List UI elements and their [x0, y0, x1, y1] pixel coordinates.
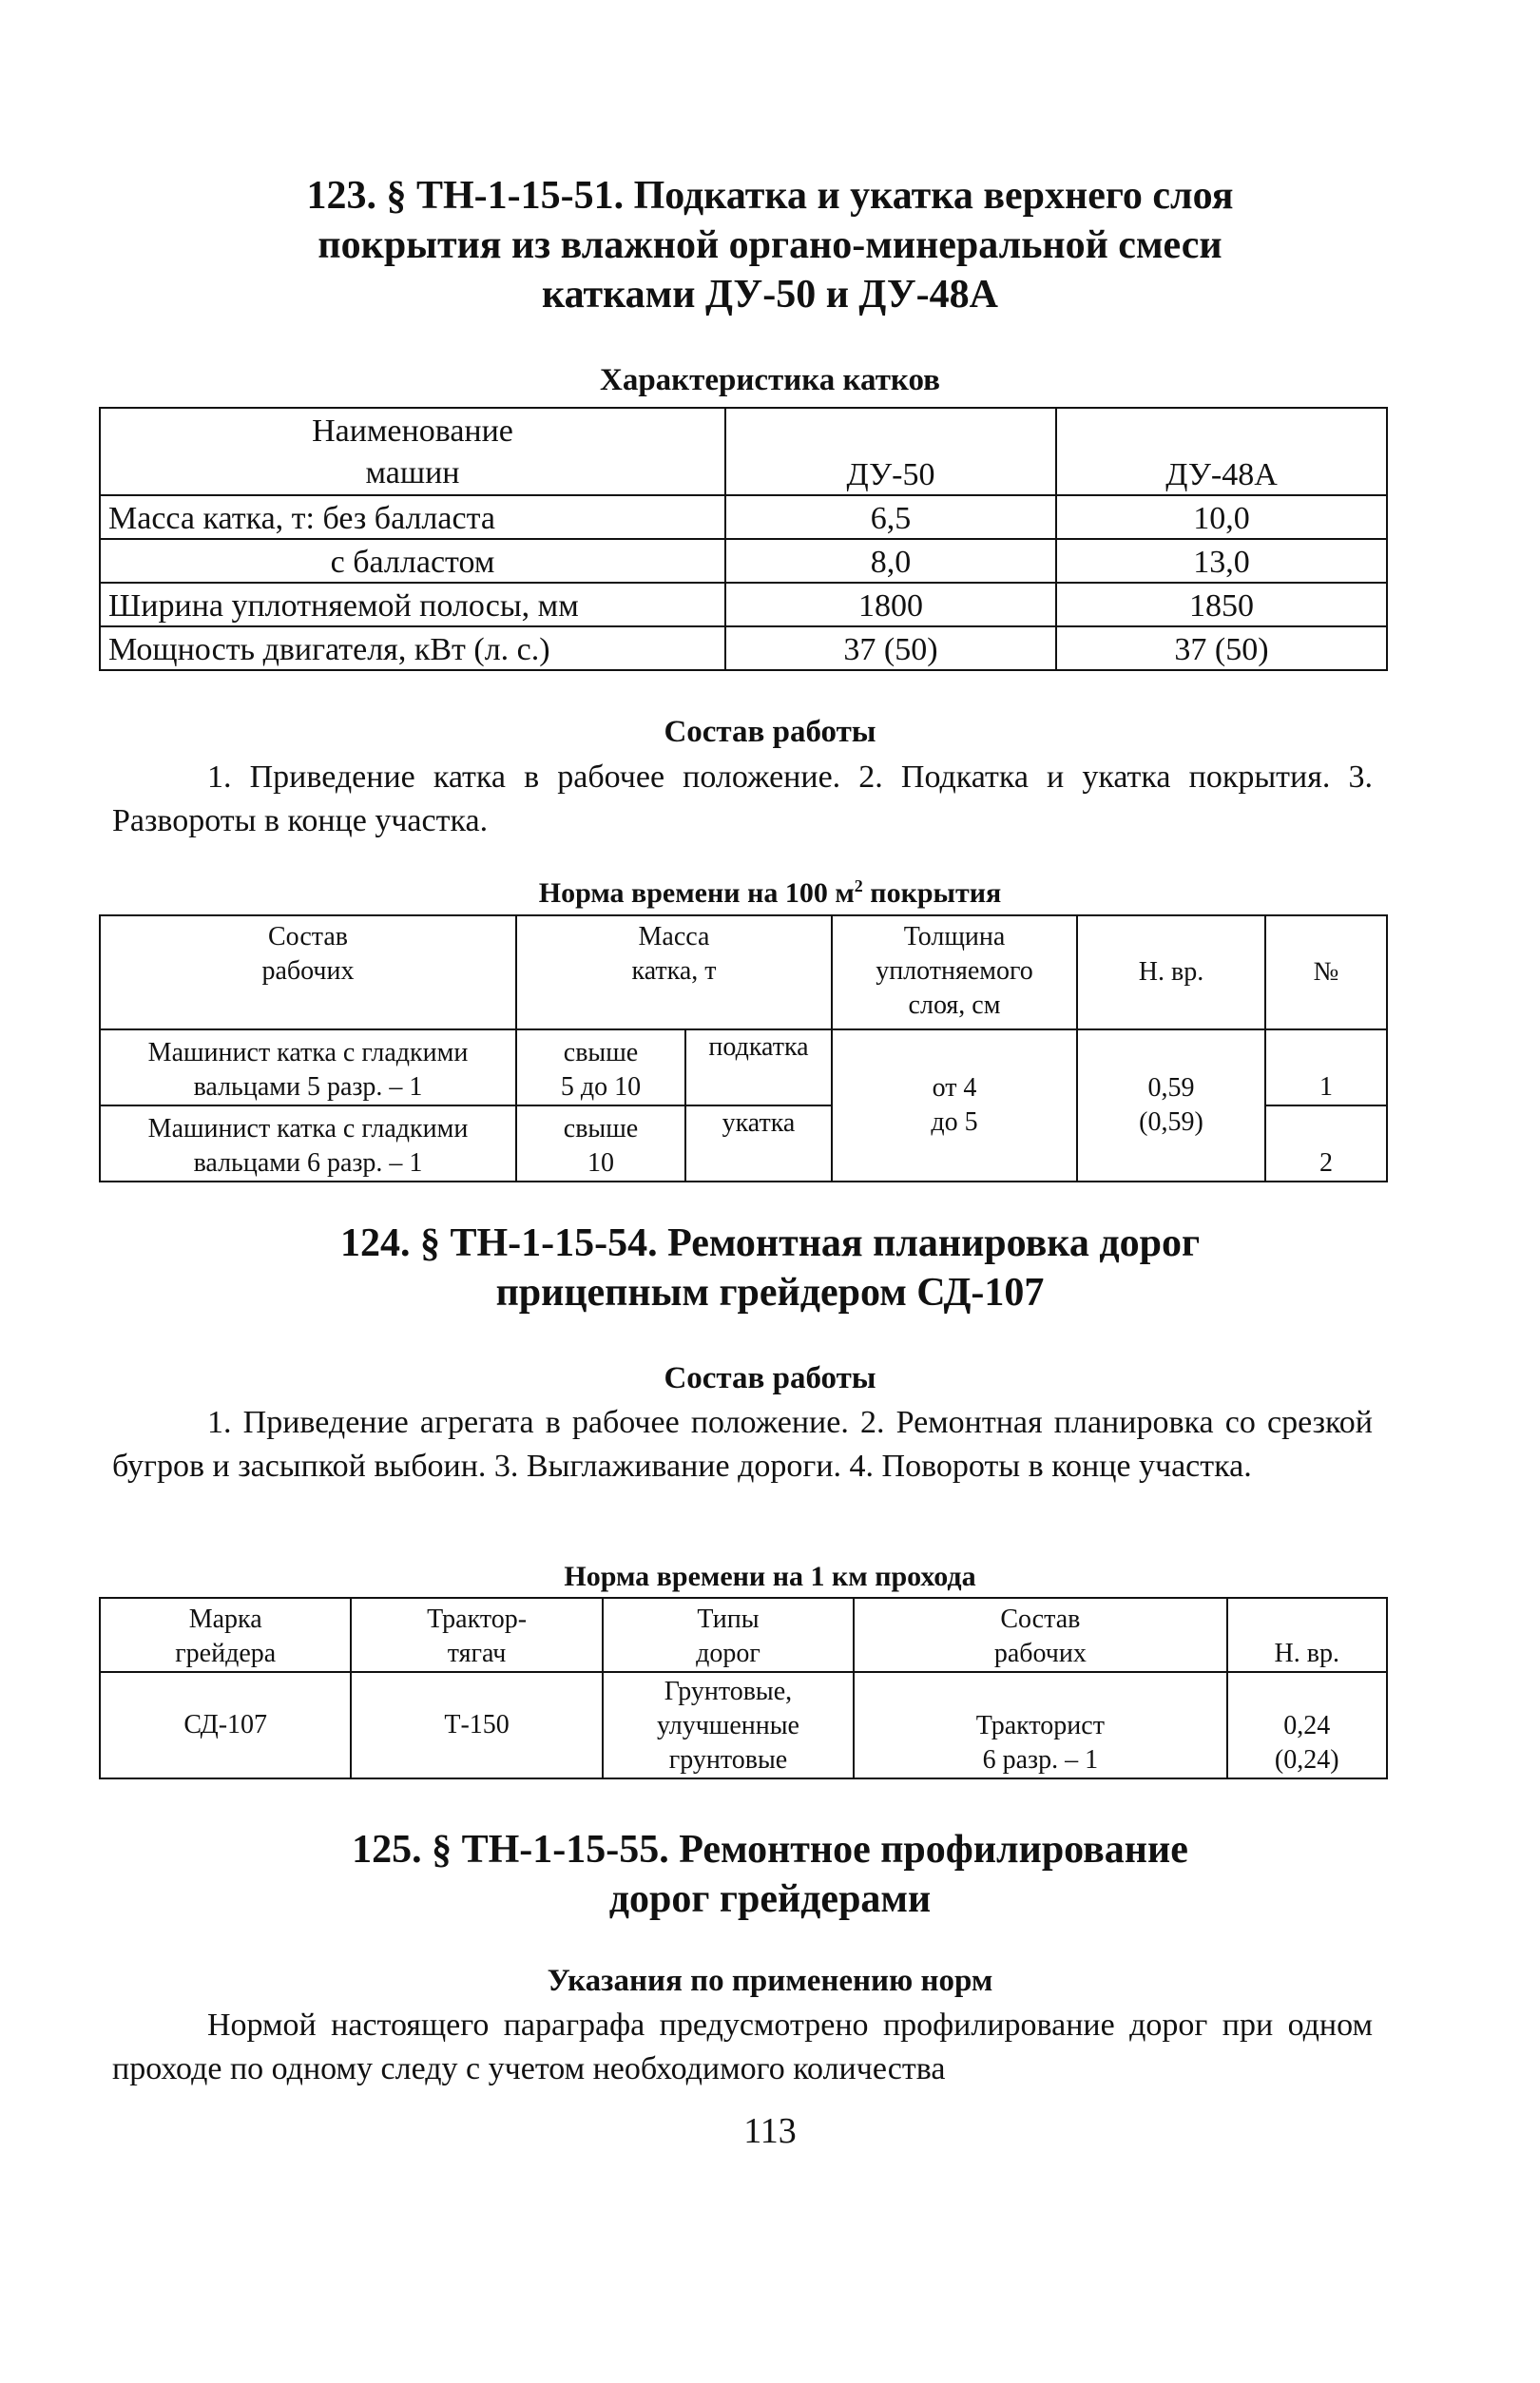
operation-cell: подкатка — [685, 1029, 832, 1105]
thickness-cell: от 4 до 5 — [832, 1029, 1077, 1182]
row-label: Ширина уплотняемой полосы, мм — [100, 583, 725, 626]
title-line: 123. § ТН-1-15-51. Подкатка и укатка верхнего слоя — [306, 174, 1234, 218]
grader-cell: СД-107 — [100, 1672, 351, 1778]
title-line: 125. § ТН-1-15-55. Ремонтное профилирование — [352, 1828, 1188, 1872]
header-cell: ДУ-50 — [725, 408, 1056, 495]
header-cell: Состав рабочих — [854, 1598, 1226, 1672]
tractor-cell: Т-150 — [351, 1672, 602, 1778]
table-row — [100, 1672, 1387, 1778]
time-norm-table-123 — [99, 914, 1388, 1182]
table-row — [100, 583, 1387, 626]
header-cell: Н. вр. — [1227, 1598, 1388, 1672]
work-composition-heading: Состав работы — [664, 715, 876, 749]
rollers-characteristics-table — [99, 407, 1388, 671]
header-cell: Типы дорог — [603, 1598, 854, 1672]
characteristics-heading: Характеристика катков — [599, 363, 940, 397]
value-cell: 13,0 — [1056, 539, 1387, 583]
section-124-title — [171, 1219, 1369, 1317]
time-norm-heading: Норма времени на 100 $м^2$ покрытия — [538, 876, 1002, 909]
table-row — [100, 539, 1387, 583]
worker-cell: Машинист катка с гладкими вальцами 6 разр. – 1 — [100, 1105, 516, 1182]
header-cell: Масса катка, т — [516, 915, 832, 1029]
table-row — [100, 1029, 1387, 1105]
value-cell: 10,0 — [1056, 495, 1387, 539]
header-cell: Н. вр. — [1077, 915, 1265, 1029]
number-cell: 1 — [1265, 1029, 1387, 1105]
header-cell: ДУ-48А — [1056, 408, 1387, 495]
operation-cell: укатка — [685, 1105, 832, 1182]
work-composition-text: 1. Приведение агрегата в рабочее положение. 2. Ремонтная планировка со срезкой бугров и засыпкой выбоин. 3. Выглаживание дороги. 4. Повороты в конце участка. — [112, 1405, 1373, 1484]
title-line: покрытия из влажной органо-минеральной смеси — [318, 223, 1222, 267]
norm-time-cell: 0,24 (0,24) — [1227, 1672, 1388, 1778]
value-cell: 37 (50) — [725, 626, 1056, 670]
worker-cell: Тракторист 6 разр. – 1 — [854, 1672, 1226, 1778]
value-cell: 1800 — [725, 583, 1056, 626]
norm-time-cell: 0,59 (0,59) — [1077, 1029, 1265, 1182]
work-composition-heading: Состав работы — [664, 1361, 876, 1395]
value-cell: 8,0 — [725, 539, 1056, 583]
value-cell: 37 (50) — [1056, 626, 1387, 670]
work-composition-text: 1. Приведение катка в рабочее положение. 2. Подкатка и укатка покрытия. 3. Развороты в конце участка. — [112, 759, 1373, 838]
header-cell: Состав рабочих — [100, 915, 516, 1029]
title-line: дорог грейдерами — [608, 1877, 932, 1921]
row-label: Мощность двигателя, кВт (л. с.) — [100, 626, 725, 670]
row-label: Масса катка, т: без балласта — [100, 495, 725, 539]
value-cell: 1850 — [1056, 583, 1387, 626]
header-cell: Толщина уплотняемого слоя, см — [832, 915, 1077, 1029]
title-line: катками ДУ-50 и ДУ-48А — [542, 273, 998, 317]
header-cell: Трактор- тягач — [351, 1598, 602, 1672]
page-number: 113 — [743, 2111, 797, 2151]
header-cell: Марка грейдера — [100, 1598, 351, 1672]
time-norm-table-124 — [99, 1597, 1388, 1779]
time-norm-heading: Норма времени на 1 км прохода — [564, 1561, 976, 1592]
mass-cell: свыше 10 — [516, 1105, 685, 1182]
application-notes-heading: Указания по применению норм — [547, 1964, 993, 1998]
table-row — [100, 626, 1387, 670]
number-cell: 2 — [1265, 1105, 1387, 1182]
section-123-title — [171, 171, 1369, 319]
header-cell: № — [1265, 915, 1387, 1029]
mass-cell: свыше 5 до 10 — [516, 1029, 685, 1105]
header-cell: Наименование машин — [100, 408, 725, 495]
application-notes-text: Нормой настоящего параграфа предусмотрено профилирование дорог при одном проходе по одному следу с учетом необходимого количества — [112, 2008, 1373, 2086]
worker-cell: Машинист катка с гладкими вальцами 5 разр. – 1 — [100, 1029, 516, 1105]
road-type-cell: Грунтовые, улучшенные грунтовые — [603, 1672, 854, 1778]
title-line: 124. § ТН-1-15-54. Ремонтная планировка дорог — [339, 1221, 1201, 1265]
value-cell: 6,5 — [725, 495, 1056, 539]
table-row — [100, 495, 1387, 539]
section-125-title — [171, 1825, 1369, 1924]
row-label: с балластом — [100, 539, 725, 583]
title-line: прицепным грейдером СД-107 — [495, 1271, 1045, 1315]
